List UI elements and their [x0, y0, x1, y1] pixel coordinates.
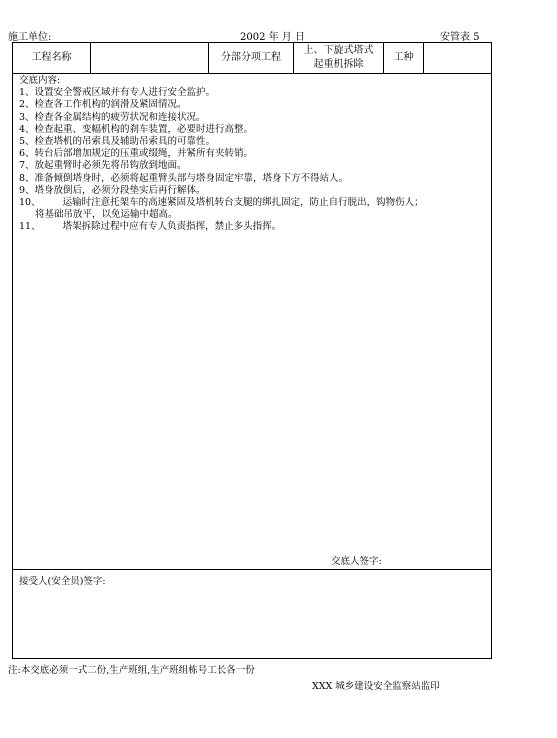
disclosure-item: 9、塔身放倒后，必须分段垫实后再行解体。 [19, 184, 206, 196]
receiver-signature-label: 接受人(安全员)签字: [19, 576, 106, 587]
disclosure-item: 4、检查起重、变幅机构的刹车装置，必要时进行高整。 [19, 123, 254, 135]
disclosure-content [19, 75, 485, 234]
project-name-label: 工程名称 [31, 52, 72, 63]
header-row-divider [13, 73, 491, 74]
trade-field[interactable] [424, 43, 491, 73]
item10-line2: 将基础吊放平，以免运输中超高。 [35, 209, 178, 221]
disclosure-title: 交底内容: [19, 75, 61, 86]
disclosure-item: 2、检查各工作机构的润滑及紧固情况。 [19, 99, 187, 111]
discloser-signature-label: 交底人签字: [331, 556, 382, 567]
project-name-field[interactable] [91, 43, 208, 73]
disclosure-item: 3、检查各金属结构的疲劳状况和连接状况。 [19, 111, 206, 123]
subproject-value [294, 43, 383, 73]
discloser-signature-field[interactable] [397, 549, 487, 565]
disclosure-item: 6、转台后部增加规定的压重或缀绳，并紧所有夹转销。 [19, 148, 254, 160]
item10-line1: 运输时注意托架车的高速紧固及塔机转台支腿的绑扎固定，防止自行脱出，钩物伤人； [62, 197, 424, 209]
receiver-divider [13, 569, 491, 570]
footer-seal: XXX 城乡建设安全监察站监印 [312, 681, 440, 692]
disclosure-item: 5、检查塔机的吊索具及辅助吊索具的可靠性。 [19, 136, 216, 148]
date-line: 2002 年 月 日 [240, 32, 305, 43]
subproject-value-line2: 起重机拆除 [313, 59, 364, 70]
item11-number: 11、 [19, 221, 41, 233]
disclosure-form-table [12, 42, 492, 659]
form-code: 安管表 5 [440, 32, 480, 43]
subproject-label: 分部分项工程 [221, 52, 281, 63]
receiver-signature-field[interactable] [123, 571, 483, 651]
construction-unit-label: 施工单位: [8, 32, 52, 43]
disclosure-item: 7、放起重臂时必须先将吊钩放到地面。 [19, 160, 187, 172]
disclosure-item: 8、准备倾倒塔身时，必须将起重臂头部与塔身固定牢靠，塔身下方不得站人。 [19, 172, 349, 184]
item10-number: 10、 [19, 197, 41, 209]
disclosure-item-10 [19, 197, 485, 209]
trade-label: 工种 [393, 52, 414, 63]
item11-text: 塔架拆除过程中应有专人负责指挥，禁止多头指挥。 [62, 221, 282, 233]
disclosure-item-11 [19, 221, 485, 233]
disclosure-item: 1、设置安全警戒区域并有专人进行安全监护。 [19, 87, 216, 99]
footer-note: 注:本交底必须一式二份,生产班组,生产班组栋号工长各一份 [8, 665, 255, 676]
subproject-value-line1: 上、下旋式塔式 [303, 45, 374, 56]
